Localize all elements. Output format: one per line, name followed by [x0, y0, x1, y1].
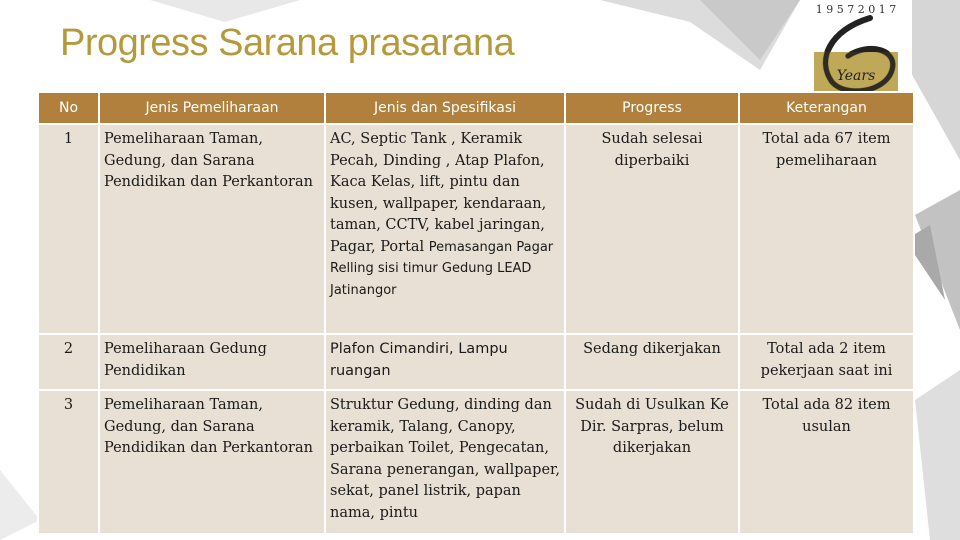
row-keterangan: Total ada 2 item pekerjaan saat ini: [739, 334, 914, 390]
row-number: 3: [38, 390, 99, 534]
slide-title: Progress Sarana prasarana: [60, 22, 515, 64]
row-number: 2: [38, 334, 99, 390]
logo-years-text: Years: [836, 68, 876, 84]
row-jenis: Pemeliharaan Taman, Gedung, dan Sarana Pendidikan dan Perkantoran: [99, 124, 325, 334]
header-jenis-pemeliharaan: Jenis Pemeliharaan: [99, 92, 325, 124]
progress-table: [37, 91, 915, 535]
row-spesifikasi-extra: Pemasangan Pagar Relling sisi timur Gedung LEAD Jatinangor: [330, 239, 554, 298]
anniversary-logo-icon: [800, 0, 912, 96]
row-progress: Sudah di Usulkan Ke Dir. Sarpras, belum dikerjakan: [565, 390, 739, 534]
table-row: [38, 124, 914, 334]
row-keterangan: Total ada 82 item usulan: [739, 390, 914, 534]
logo-year-text: 1 9 5 7 2 0 1 7: [815, 3, 897, 16]
row-keterangan: Total ada 67 item pemeliharaan: [739, 124, 914, 334]
row-progress: Sedang dikerjakan: [565, 334, 739, 390]
table-header-row: [38, 92, 914, 124]
table-row: [38, 334, 914, 390]
row-number: 1: [38, 124, 99, 334]
row-spesifikasi-main: AC, Septic Tank , Keramik Pecah, Dinding , Atap Plafon, Kaca Kelas, lift, pintu dan kusen, wallpaper, kendaraan, taman, CCTV, kabel jaringan, Pagar, Portal: [330, 131, 547, 255]
row-jenis: Pemeliharaan Gedung Pendidikan: [99, 334, 325, 390]
table-row: [38, 390, 914, 534]
header-jenis-spesifikasi: Jenis dan Spesifikasi: [325, 92, 565, 124]
row-spesifikasi: [325, 124, 565, 334]
row-spesifikasi: Struktur Gedung, dinding dan keramik, Talang, Canopy, perbaikan Toilet, Pengecatan, Sarana penerangan, wallpaper, sekat, panel listrik, papan nama, pintu: [325, 390, 565, 534]
row-progress: Sudah selesai diperbaiki: [565, 124, 739, 334]
header-progress: Progress: [565, 92, 739, 124]
row-jenis: Pemeliharaan Taman, Gedung, dan Sarana Pendidikan dan Perkantoran: [99, 390, 325, 534]
header-keterangan: Keterangan: [739, 92, 914, 124]
row-spesifikasi: Plafon Cimandiri, Lampu ruangan: [325, 334, 565, 390]
header-no: No: [38, 92, 99, 124]
